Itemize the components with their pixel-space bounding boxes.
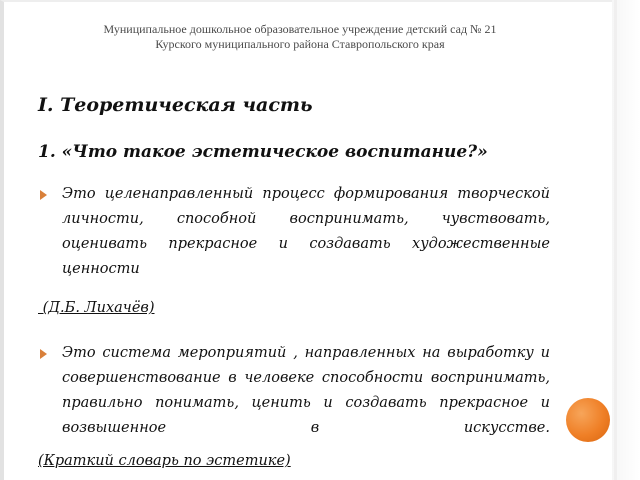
slide-right-rule [614, 0, 617, 480]
slide-title: I. Теоретическая часть [38, 94, 313, 116]
slide-header [40, 22, 560, 52]
header-line-1: Муниципальное дошкольное образовательное учреждение детский сад № 21 [103, 22, 497, 36]
definition-bullet-1 [40, 182, 550, 307]
source-citation-2: (Краткий словарь по эстетике) [38, 453, 291, 469]
header-line-2: Курского муниципального района Ставропольского края [155, 37, 445, 51]
definition-bullet-2 [40, 341, 550, 466]
slide-subtitle: 1. «Что такое эстетическое воспитание?» [38, 142, 488, 162]
bullet-arrow-icon [40, 349, 47, 359]
decorative-orange-circle [566, 398, 610, 442]
definition-text-2: Это система мероприятий , направленных на выработку и совершенствование в человеке способности воспринимать, правильно понимать, ценить и создавать прекрасное и возвышенное в искусстве. [62, 345, 550, 436]
definition-text-1: Это целенаправленный процесс формирования творческой личности, способной воспринимать, чувствовать, оценивать прекрасное и создавать художественные ценности [62, 186, 550, 277]
bullet-arrow-icon [40, 190, 47, 200]
source-citation-1: (Д.Б. Лихачёв) [38, 300, 155, 316]
